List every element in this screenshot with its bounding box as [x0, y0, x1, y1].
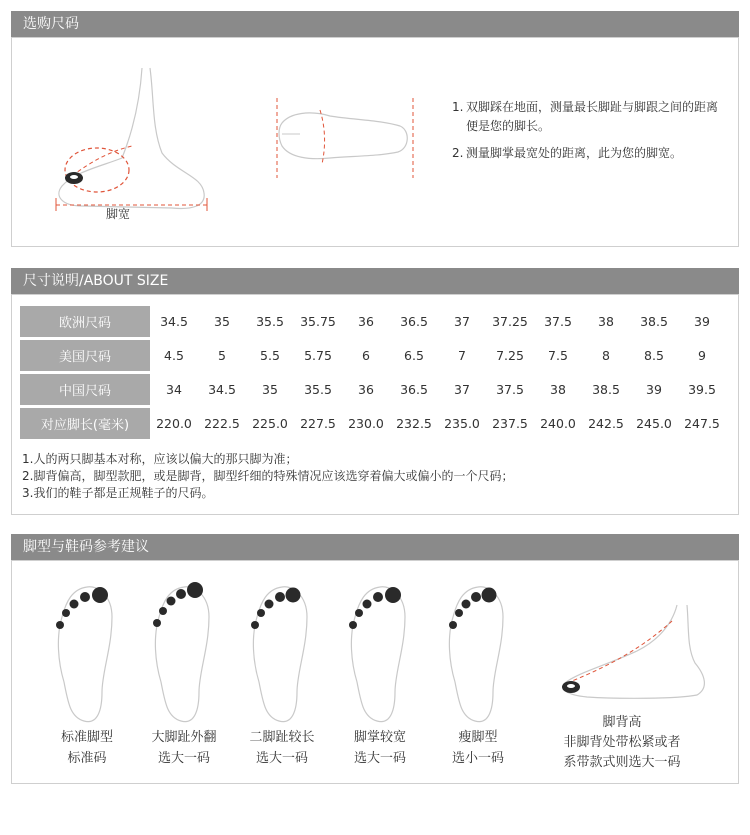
high-instep-advice-line2: 系带款式则选大一码	[563, 755, 681, 770]
size-cell: 6.5	[404, 348, 424, 363]
foot-type-caption	[330, 727, 430, 769]
size-row-label: 美国尺码	[20, 340, 150, 371]
foot-type-name: 脚掌较宽	[353, 730, 406, 745]
foot-type-advice: 选大一码	[353, 751, 406, 766]
size-cell: 37	[454, 314, 470, 329]
size-table	[20, 303, 726, 442]
size-cell: 38	[598, 314, 614, 329]
measure-instructions	[452, 98, 722, 171]
instruction-number: 1.	[452, 100, 464, 114]
size-cell: 39	[646, 382, 662, 397]
size-row-label: 欧洲尺码	[20, 306, 150, 337]
size-cell: 38.5	[592, 382, 620, 397]
instruction-item	[452, 98, 722, 136]
foot-outline-illustration	[345, 577, 415, 727]
size-cell: 7.5	[548, 348, 568, 363]
high-instep-advice-line1: 非脚背处带松紧或者	[563, 735, 681, 750]
foot-type-caption	[428, 727, 528, 769]
size-cell: 8	[602, 348, 610, 363]
size-cell: 36	[358, 382, 374, 397]
foot-type-panel	[11, 560, 739, 784]
size-table-row	[20, 408, 726, 439]
section-header-about-size: 尺寸说明/ABOUT SIZE	[11, 268, 739, 294]
section-header-foot-type: 脚型与鞋码参考建议	[11, 534, 739, 560]
size-cell: 39.5	[688, 382, 716, 397]
size-table-row	[20, 340, 726, 371]
size-cell: 9	[698, 348, 706, 363]
size-cell: 35	[214, 314, 230, 329]
size-cell: 7	[458, 348, 466, 363]
size-cell: 5	[218, 348, 226, 363]
foot-type-caption	[37, 727, 137, 769]
size-cell: 36.5	[400, 382, 428, 397]
high-instep-illustration	[547, 603, 712, 703]
size-panel	[11, 294, 739, 515]
size-cell: 225.0	[252, 416, 288, 431]
size-cell: 8.5	[644, 348, 664, 363]
size-notes	[22, 451, 513, 502]
size-cell: 35.5	[256, 314, 284, 329]
size-cell: 39	[694, 314, 710, 329]
instruction-item	[452, 144, 722, 163]
foot-type-advice: 选小一码	[451, 751, 504, 766]
size-cell: 35	[262, 382, 278, 397]
size-row-label: 中国尺码	[20, 374, 150, 405]
foot-type-advice: 选大一码	[255, 751, 308, 766]
size-cell: 34	[166, 382, 182, 397]
size-cell: 37.5	[496, 382, 524, 397]
foot-outline-illustration	[443, 577, 513, 727]
foot-type-name: 二脚趾较长	[249, 730, 315, 745]
foot-type-caption	[232, 727, 332, 769]
foot-type-name: 大脚趾外翻	[151, 730, 217, 745]
size-cell: 36.5	[400, 314, 428, 329]
size-cell: 230.0	[348, 416, 384, 431]
size-row-label: 对应脚长(毫米)	[20, 408, 150, 439]
foot-length-illustration	[270, 98, 420, 178]
size-cell: 247.5	[684, 416, 720, 431]
note-line: 2.脚背偏高，脚型款肥，或是脚背，脚型纤细的特殊情况应该选穿着偏大或偏小的一个尺码；	[22, 469, 514, 483]
note-line: 3.我们的鞋子都是正规鞋子的尺码。	[22, 486, 214, 500]
measure-panel	[11, 37, 739, 247]
foot-type-advice: 选大一码	[157, 751, 210, 766]
foot-width-illustration	[42, 58, 222, 218]
high-instep-caption	[542, 713, 702, 773]
size-cell: 37.5	[544, 314, 572, 329]
size-cell: 242.5	[588, 416, 624, 431]
size-table-row	[20, 374, 726, 405]
foot-type-advice: 标准码	[67, 751, 107, 766]
size-cell: 222.5	[204, 416, 240, 431]
size-cell: 34.5	[208, 382, 236, 397]
size-cell: 237.5	[492, 416, 528, 431]
size-cell: 5.5	[260, 348, 280, 363]
size-cell: 4.5	[164, 348, 184, 363]
foot-type-caption	[134, 727, 234, 769]
size-cell: 240.0	[540, 416, 576, 431]
foot-width-label: 脚宽	[106, 207, 131, 221]
size-cell: 5.75	[304, 348, 332, 363]
note-line: 1.人的两只脚基本对称，应该以偏大的那只脚为准；	[22, 452, 298, 466]
size-cell: 36	[358, 314, 374, 329]
size-cell: 37.25	[492, 314, 528, 329]
size-cell: 38.5	[640, 314, 668, 329]
size-cell: 35.5	[304, 382, 332, 397]
size-cell: 7.25	[496, 348, 524, 363]
foot-outline-illustration	[247, 577, 317, 727]
size-cell: 37	[454, 382, 470, 397]
high-instep-name: 脚背高	[602, 715, 642, 730]
size-cell: 235.0	[444, 416, 480, 431]
size-cell: 245.0	[636, 416, 672, 431]
foot-outline-illustration	[149, 577, 219, 727]
size-cell: 38	[550, 382, 566, 397]
size-cell: 34.5	[160, 314, 188, 329]
size-cell: 220.0	[156, 416, 192, 431]
instruction-text: 测量脚掌最宽处的距离，此为您的脚宽。	[466, 146, 683, 160]
section-header-choose-size: 选购尺码	[11, 11, 739, 37]
size-cell: 227.5	[300, 416, 336, 431]
foot-type-name: 瘦脚型	[458, 730, 498, 745]
instruction-text: 双脚踩在地面，测量最长脚趾与脚跟之间的距离便是您的脚长。	[466, 100, 719, 133]
instruction-number: 2.	[452, 146, 464, 160]
size-cell: 232.5	[396, 416, 432, 431]
size-table-row	[20, 306, 726, 337]
foot-type-name: 标准脚型	[60, 730, 113, 745]
foot-outline-illustration	[52, 577, 122, 727]
size-cell: 6	[362, 348, 370, 363]
size-cell: 35.75	[300, 314, 336, 329]
